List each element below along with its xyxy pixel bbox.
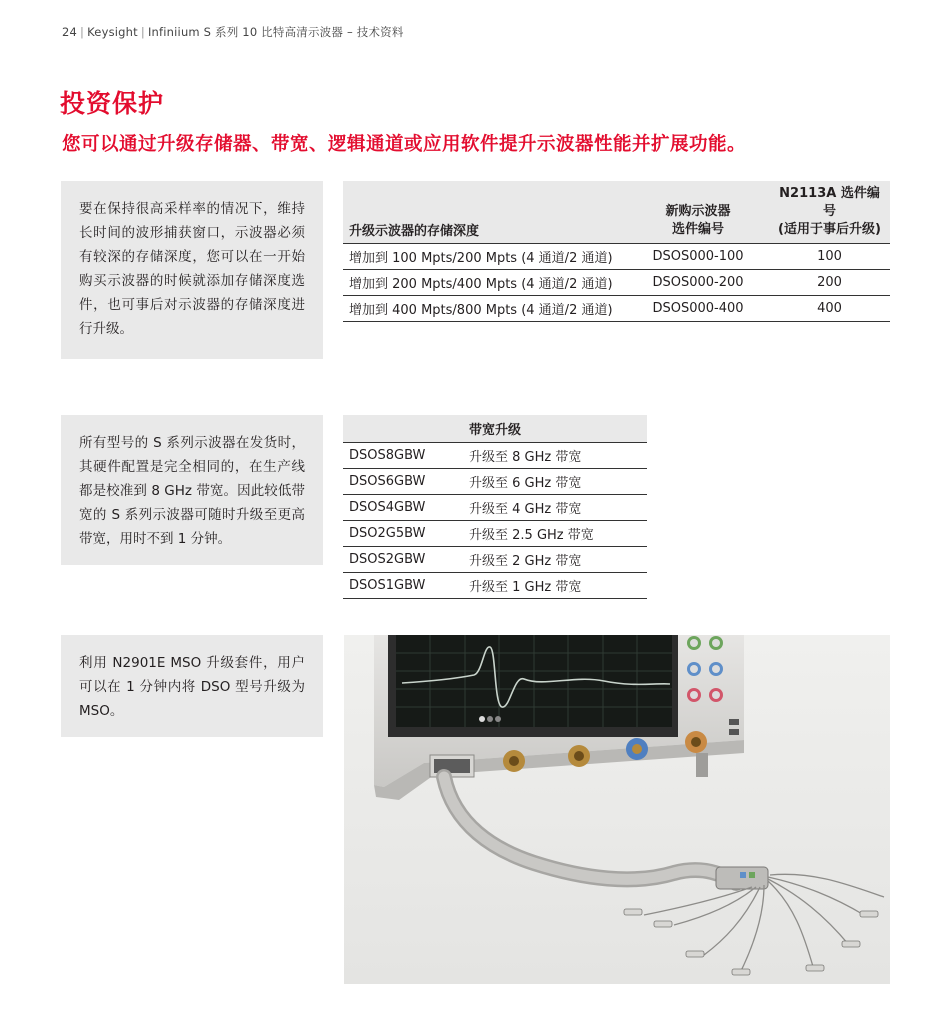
memory-header-new-option-line1: 新购示波器 [665, 204, 731, 219]
bandwidth-upgrade-cell: 升级至 2 GHz 带宽 [463, 547, 647, 573]
bandwidth-model-cell: DSOS1GBW [343, 573, 463, 599]
bandwidth-upgrade-cell: 升级至 4 GHz 带宽 [463, 495, 647, 521]
mso-description-box [61, 635, 323, 737]
bandwidth-upgrade-table [343, 415, 647, 599]
bandwidth-description: 所有型号的 S 系列示波器在发货时，其硬件配置是完全相同的，在生产线都是校准到 8 GHz 带宽。因此较低带宽的 S 系列示波器可随时升级至更高带宽，用时不到 1 分钟。 [79, 435, 305, 547]
memory-description-box [61, 181, 323, 359]
bandwidth-description-box [61, 415, 323, 565]
header-separator: | [140, 25, 145, 39]
memory-table-header-row [343, 181, 890, 244]
header-separator: | [80, 25, 85, 39]
section-subtitle: 您可以通过升级存储器、带宽、逻辑通道或应用软件提升示波器性能并扩展功能。 [62, 134, 747, 155]
memory-header-new-option-line2: 选件编号 [671, 222, 724, 237]
upgrade-option-cell: 100 [769, 244, 890, 270]
bandwidth-upgrade-cell: 升级至 8 GHz 带宽 [463, 443, 647, 469]
memory-depth-cell: 增加到 100 Mpts/200 Mpts (4 通道/2 通道) [343, 244, 627, 270]
bandwidth-header-model [343, 415, 463, 443]
oscilloscope-mso-photo [344, 635, 890, 984]
memory-header-upgrade-option-line2: (适用于事后升级) [778, 222, 881, 237]
memory-depth-cell: 增加到 400 Mpts/800 Mpts (4 通道/2 通道) [343, 296, 627, 322]
memory-header-upgrade-option-line1: N2113A 选件编号 [779, 186, 880, 219]
bandwidth-upgrade-cell: 升级至 2.5 GHz 带宽 [463, 521, 647, 547]
upgrade-option-cell: 200 [769, 270, 890, 296]
memory-header-new-option [627, 181, 769, 244]
table-row [343, 495, 647, 521]
memory-description: 要在保持很高采样率的情况下，维持长时间的波形捕获窗口，示波器必须有较深的存储深度，您可以在一开始购买示波器的时候就添加存储深度选件，也可事后对示波器的存储深度进行升级。 [79, 201, 305, 337]
bandwidth-model-cell: DSOS8GBW [343, 443, 463, 469]
oscilloscope-illustration [344, 635, 890, 984]
page-header [62, 24, 404, 40]
new-option-cell: DSOS000-100 [627, 244, 769, 270]
bandwidth-model-cell: DSOS6GBW [343, 469, 463, 495]
table-row [343, 443, 647, 469]
table-row [343, 270, 890, 296]
bandwidth-header-upgrade: 带宽升级 [463, 415, 647, 443]
bandwidth-upgrade-cell: 升级至 6 GHz 带宽 [463, 469, 647, 495]
table-row [343, 573, 647, 599]
bandwidth-upgrade-cell: 升级至 1 GHz 带宽 [463, 573, 647, 599]
table-row [343, 469, 647, 495]
table-row [343, 521, 647, 547]
bandwidth-table-header-row [343, 415, 647, 443]
bandwidth-model-cell: DSO2G5BW [343, 521, 463, 547]
page-number: 24 [62, 25, 78, 39]
brand-name: Keysight [87, 25, 138, 39]
memory-header-depth: 升级示波器的存储深度 [343, 181, 627, 244]
memory-header-upgrade-option [769, 181, 890, 244]
memory-upgrade-table [343, 181, 890, 322]
memory-depth-cell: 增加到 200 Mpts/400 Mpts (4 通道/2 通道) [343, 270, 627, 296]
table-row [343, 244, 890, 270]
new-option-cell: DSOS000-200 [627, 270, 769, 296]
bandwidth-model-cell: DSOS4GBW [343, 495, 463, 521]
new-option-cell: DSOS000-400 [627, 296, 769, 322]
table-row [343, 296, 890, 322]
bandwidth-model-cell: DSOS2GBW [343, 547, 463, 573]
section-title: 投资保护 [60, 89, 165, 118]
mso-description: 利用 N2901E MSO 升级套件，用户可以在 1 分钟内将 DSO 型号升级为 MSO。 [79, 655, 305, 719]
upgrade-option-cell: 400 [769, 296, 890, 322]
table-row [343, 547, 647, 573]
document-title: Infiniium S 系列 10 比特高清示波器 – 技术资料 [147, 25, 404, 39]
